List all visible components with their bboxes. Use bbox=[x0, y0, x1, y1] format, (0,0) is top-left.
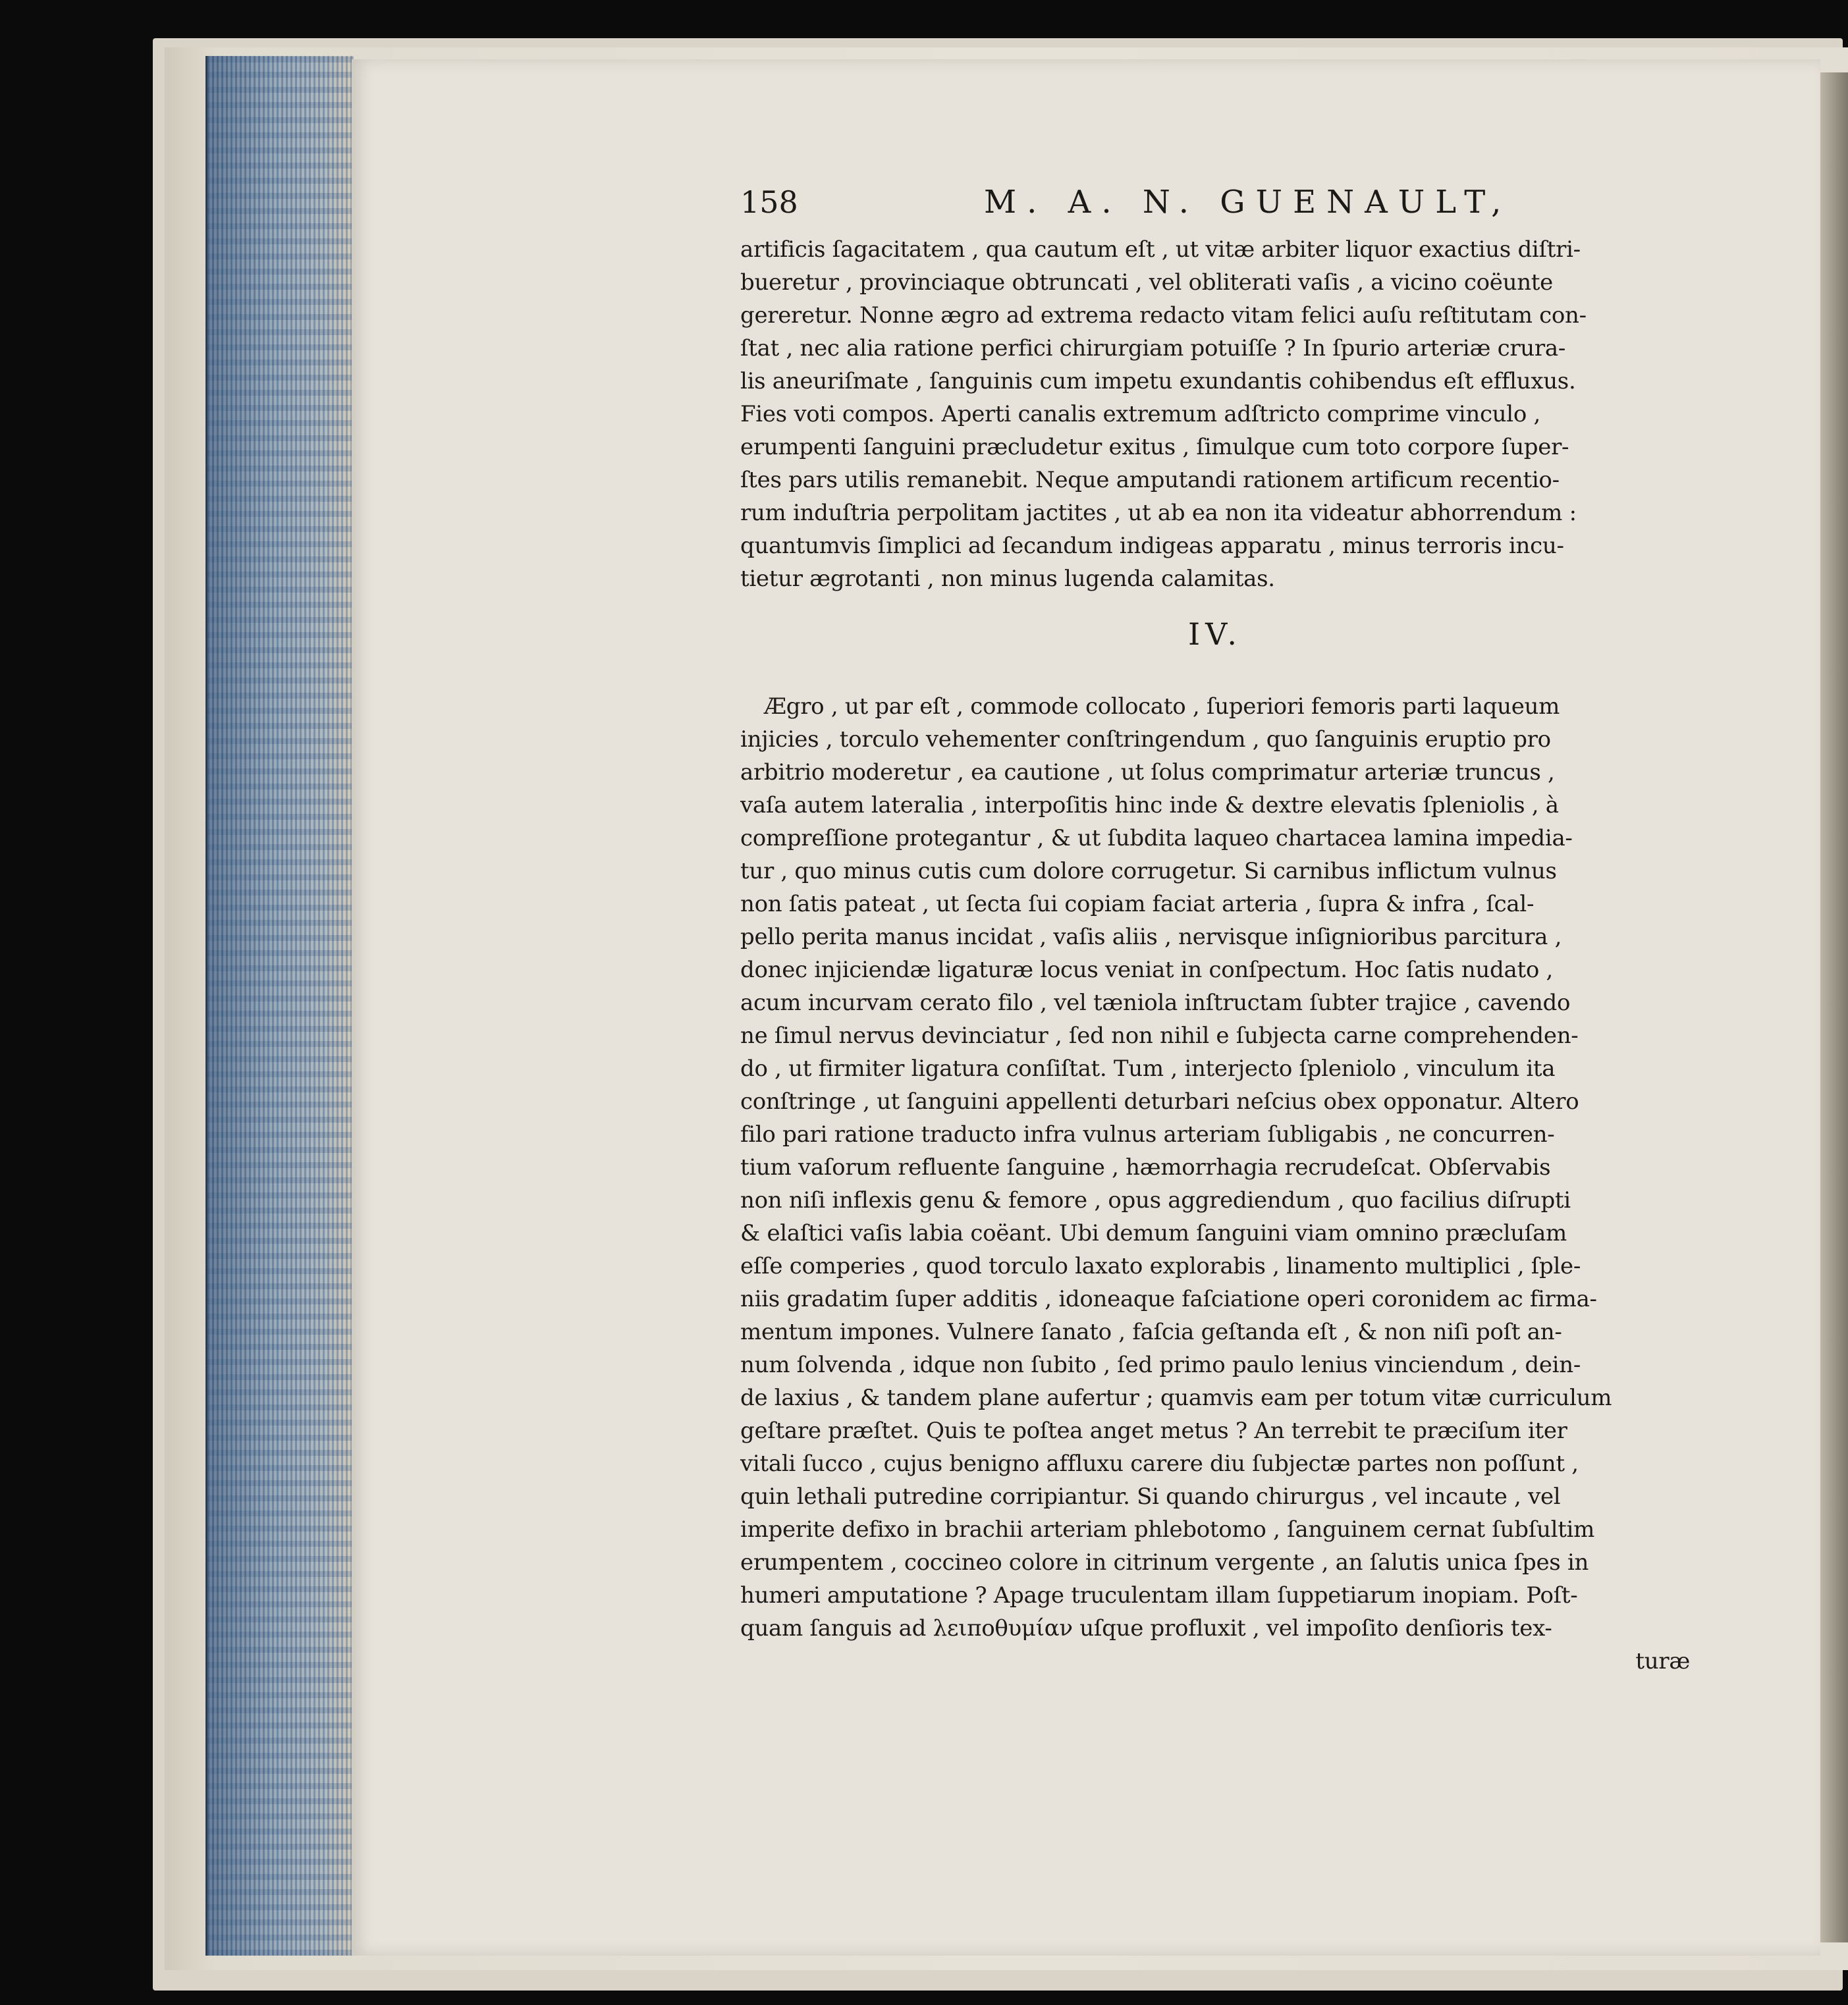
text-line: ſtat , nec alia ratione perfici chirurgiam potuiſſe ? In ſpurio arteriæ crura- bbox=[740, 335, 1566, 361]
page-number: 158 bbox=[740, 184, 798, 220]
text-line: quantumvis ſimplici ad ſecandum indigeas apparatu , minus terroris incu- bbox=[740, 533, 1564, 559]
text-line: imperite defixo in brachii arteriam phlebotomo , ſanguinem cernat ſubſultim bbox=[740, 1516, 1595, 1543]
text-line: acum incurvam cerato filo , vel tæniola inſtructam ſubter trajice , cavendo bbox=[740, 990, 1571, 1016]
running-title: M. A. N. GUENAULT, bbox=[984, 184, 1512, 221]
facing-page-edge bbox=[1820, 72, 1848, 1942]
text-line: ne ſimul nervus devinciatur , ſed non nihil e ſubjecta carne comprehenden- bbox=[740, 1023, 1579, 1049]
text-line: num ſolvenda , idque non ſubito , ſed primo paulo lenius vinciendum , dein- bbox=[740, 1352, 1581, 1378]
text-line: Ægro , ut par eſt , commode collocato , ſuperiori femoris parti laqueum bbox=[764, 693, 1560, 720]
catchword: turæ bbox=[1635, 1648, 1690, 1674]
paragraph-after bbox=[740, 690, 1690, 1678]
paragraph-before bbox=[740, 233, 1690, 595]
text-line: non niſi inflexis genu & femore , opus aggrediendum , quo facilius diſrupti bbox=[740, 1187, 1571, 1214]
text-line: de laxius , & tandem plane aufertur ; quamvis eam per totum vitæ curriculum bbox=[740, 1385, 1612, 1411]
text-line: donec injiciendæ ligaturæ locus veniat in conſpectum. Hoc ſatis nudato , bbox=[740, 957, 1554, 983]
text-line: Fies voti compos. Aperti canalis extremum adſtricto comprime vinculo , bbox=[740, 401, 1541, 427]
text-line: conſtringe , ut ſanguini appellenti deturbari neſcius obex opponatur. Altero bbox=[740, 1088, 1579, 1115]
text-line: do , ut firmiter ligatura conſiſtat. Tum , interjecto ſpleniolo , vinculum ita bbox=[740, 1056, 1556, 1082]
text-line: vaſa autem lateralia , interpoſitis hinc inde & dextre elevatis ſpleniolis , à bbox=[740, 792, 1559, 818]
text-line: tur , quo minus cutis cum dolore corrugetur. Si carnibus inflictum vulnus bbox=[740, 858, 1557, 884]
page-fore-edge bbox=[205, 56, 354, 1956]
text-line: bueretur , provinciaque obtruncati , vel obliterati vaſis , a vicino coëunte bbox=[740, 269, 1553, 296]
text-line: rum induſtria perpolitam jactites , ut ab ea non ita videatur abhorrendum : bbox=[740, 500, 1577, 526]
text-line: injicies , torculo vehementer conſtringendum , quo ſanguinis eruptio pro bbox=[740, 726, 1551, 753]
running-head bbox=[740, 176, 1690, 228]
text-line: erumpentem , coccineo colore in citrinum vergente , an ſalutis unica ſpes in bbox=[740, 1549, 1589, 1576]
text-line: tium vaſorum refluente ſanguine , hæmorrhagia recrudeſcat. Obſervabis bbox=[740, 1154, 1551, 1181]
text-line: erumpenti ſanguini præcludetur exitus , ſimulque cum toto corpore ſuper- bbox=[740, 434, 1569, 460]
text-line: lis aneuriſmate , ſanguinis cum impetu exundantis cohibendus eſt effluxus. bbox=[740, 368, 1576, 394]
text-line: vitali ſucco , cujus benigno affluxu carere diu ſubjectæ partes non poſſunt , bbox=[740, 1451, 1579, 1477]
text-line: niis gradatim ſuper additis , idoneaque faſciatione operi coronidem ac firma- bbox=[740, 1286, 1597, 1312]
section-heading: IV. bbox=[1188, 616, 1242, 652]
text-line: & elaſtici vaſis labia coëant. Ubi demum ſanguini viam omnino præcluſam bbox=[740, 1220, 1567, 1246]
text-line: mentum impones. Vulnere ſanato , faſcia geſtanda eſt , & non niſi poſt an- bbox=[740, 1319, 1562, 1345]
text-line: filo pari ratione traducto infra vulnus arteriam ſubligabis , ne concurren- bbox=[740, 1121, 1555, 1148]
text-line: artificis ſagacitatem , qua cautum eſt , ut vitæ arbiter liquor exactius diſtri- bbox=[740, 236, 1581, 263]
text-line: compreſſione protegantur , & ut ſubdita laqueo chartacea lamina impedia- bbox=[740, 825, 1573, 851]
text-line: pello perita manus incidat , vaſis aliis , nervisque inſignioribus parcitura , bbox=[740, 924, 1562, 950]
text-line: quam ſanguis ad λειποθυμίαν uſque profluxit , vel impoſito denſioris tex- bbox=[740, 1615, 1552, 1642]
text-line: eſſe comperies , quod torculo laxato explorabis , linamento multiplici , ſple- bbox=[740, 1253, 1581, 1279]
text-line: tietur ægrotanti , non minus lugenda calamitas. bbox=[740, 566, 1275, 592]
text-line: geſtare præſtet. Quis te poſtea anget metus ? An terrebit te præciſum iter bbox=[740, 1418, 1567, 1444]
text-line: gereretur. Nonne ægro ad extrema redacto vitam felici auſu reſtitutam con- bbox=[740, 302, 1587, 329]
text-line: arbitrio moderetur , ea cautione , ut ſolus comprimatur arteriæ truncus , bbox=[740, 759, 1555, 786]
text-column bbox=[740, 176, 1690, 1678]
text-line: quin lethali putredine corripiantur. Si quando chirurgus , vel incaute , vel bbox=[740, 1484, 1561, 1510]
text-line: non ſatis pateat , ut ſecta ſui copiam faciat arteria , ſupra & infra , ſcal- bbox=[740, 891, 1535, 917]
text-line: ſtes pars utilis remanebit. Neque amputandi rationem artificum recentio- bbox=[740, 467, 1560, 493]
text-line: humeri amputatione ? Apage truculentam illam ſuppetiarum inopiam. Poſt- bbox=[740, 1582, 1578, 1609]
